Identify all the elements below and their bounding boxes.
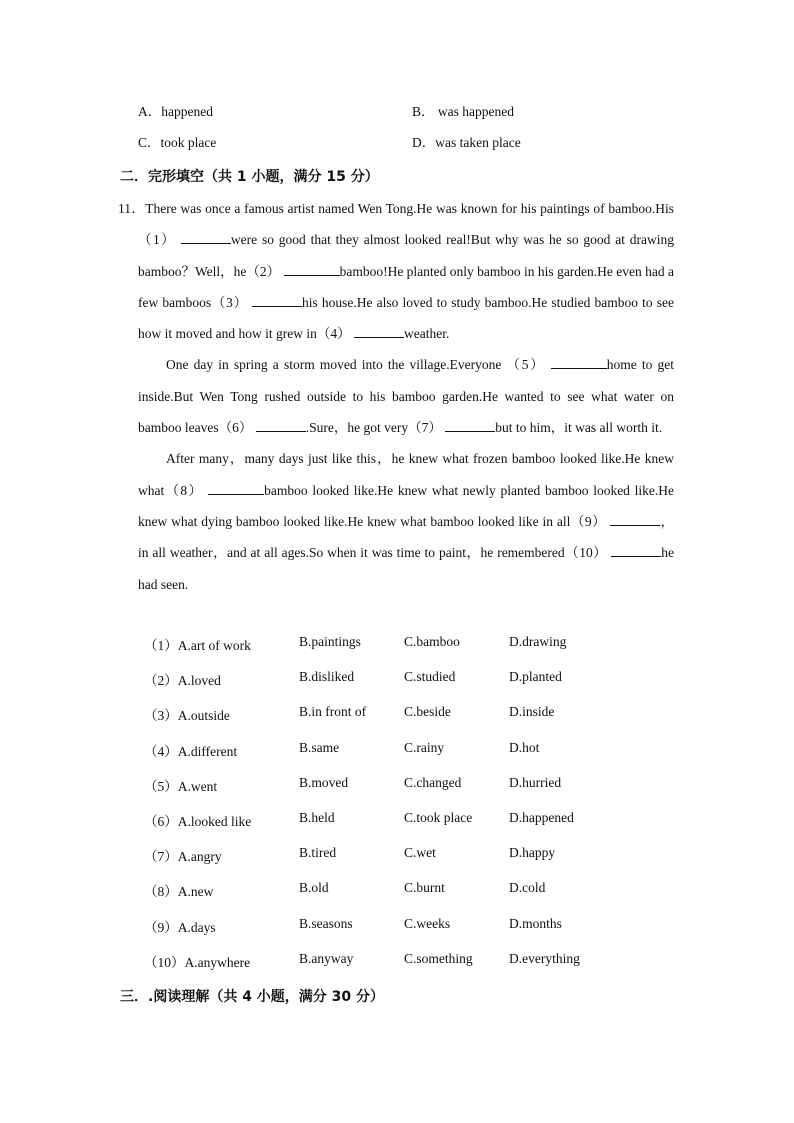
choice-option[interactable]: B.seasons [299,915,353,931]
choice-option[interactable]: C.changed [404,774,462,790]
choice-option[interactable]: D.everything [509,950,580,966]
choice-option[interactable]: B.same [299,739,340,755]
choice-option[interactable]: C.wet [404,845,436,861]
prev-option-c: C．took place [138,135,217,150]
choice-option[interactable]: （5）A.went [144,778,218,794]
blank-1[interactable] [181,231,231,244]
choice-option[interactable]: B.moved [299,774,349,790]
section2-heading: 二．完形填空（共 1 小题，满分 15 分） [120,169,379,185]
passage-paragraph-3: After many，many days just like this，he knew what frozen bamboo looked like.He knew what（8） bamboo looked like.He knew what newly planted bamboo looked like.He knew what dying bamboo looked like.He knew what bamboo looked like in all（9） ，in all weather，and at all ages.So when it was time to paint，he remembered（10） he had seen. [138,451,675,592]
choice-option[interactable]: （2）A.loved [144,673,221,689]
choice-option[interactable]: （10）A.anywhere [144,954,251,970]
blank-5[interactable] [551,356,607,369]
choice-option[interactable]: D.months [509,915,562,931]
choice-option[interactable]: B.paintings [299,634,361,649]
choice-option[interactable]: C.burnt [404,880,445,896]
choice-option[interactable]: B.tired [299,845,337,861]
choice-option[interactable]: C.something [404,950,473,966]
question-number: 11． [118,201,146,216]
blank-2[interactable] [284,263,340,276]
cloze-passage [118,193,675,600]
choice-option[interactable]: C.beside [404,704,451,720]
choice-option[interactable]: C.studied [404,669,456,685]
choice-option[interactable]: D.inside [509,704,555,720]
blank-8[interactable] [208,482,264,495]
prev-option-a: A．happened [138,104,213,119]
choice-option[interactable]: C.rainy [404,739,445,755]
choice-option[interactable]: （8）A.new [144,884,214,900]
choice-option[interactable]: （7）A.angry [144,849,222,865]
choice-option[interactable]: （4）A.different [144,743,238,759]
blank-3[interactable] [252,294,302,307]
choice-option[interactable]: D.drawing [509,634,567,649]
choice-option[interactable]: D.happy [509,845,556,861]
section3-heading: 三．.阅读理解（共 4 小题，满分 30 分） [120,989,385,1005]
choice-option[interactable]: （3）A.outside [144,708,230,724]
choice-option[interactable]: （1）A.art of work [144,638,251,653]
choice-option[interactable]: （9）A.days [144,919,216,935]
blank-6[interactable] [256,419,306,432]
passage-paragraph-1: 11．There was once a famous artist named Wen Tong.He was known for his paintings of bamboo.His（1） were so good that they almost looked real!But why was he so good at drawing bamboo？Well，he（2） bamboo!He planted only bamboo in his garden.He even had a few bamboos（3） his house.He also loved to study bamboo.He studied bamboo to see how it moved and how it grew in（4） weather. [118,201,675,342]
choice-option[interactable]: D.hurried [509,774,562,790]
choice-option[interactable]: C.weeks [404,915,451,931]
blank-9[interactable] [610,513,660,526]
choice-option[interactable]: D.happened [509,809,574,825]
choice-option[interactable]: B.held [299,809,335,825]
blank-10[interactable] [611,544,661,557]
choice-option[interactable]: D.planted [509,669,562,685]
choice-option[interactable]: B.in front of [299,704,367,720]
blank-7[interactable] [445,419,495,432]
blank-4[interactable] [354,325,404,338]
passage-paragraph-2: One day in spring a storm moved into the village.Everyone （5） home to get inside.But Wen Tong rushed outside to his bamboo garden.He wanted to see what water on bamboo leaves（6） .Sure，he got very（7） but to him，it was all worth it. [138,357,674,436]
choice-option[interactable]: B.old [299,880,329,896]
prev-option-d: D．was taken place [412,135,521,150]
choice-option[interactable]: D.cold [509,880,546,896]
choice-option[interactable]: B.anyway [299,950,354,966]
choice-option[interactable]: D.hot [509,739,540,755]
choice-option[interactable]: C.took place [404,809,473,825]
choice-option[interactable]: C.bamboo [404,634,460,649]
choice-option[interactable]: （6）A.looked like [144,813,252,829]
prev-option-b: B． was happened [412,104,514,119]
choice-option[interactable]: B.disliked [299,669,355,685]
